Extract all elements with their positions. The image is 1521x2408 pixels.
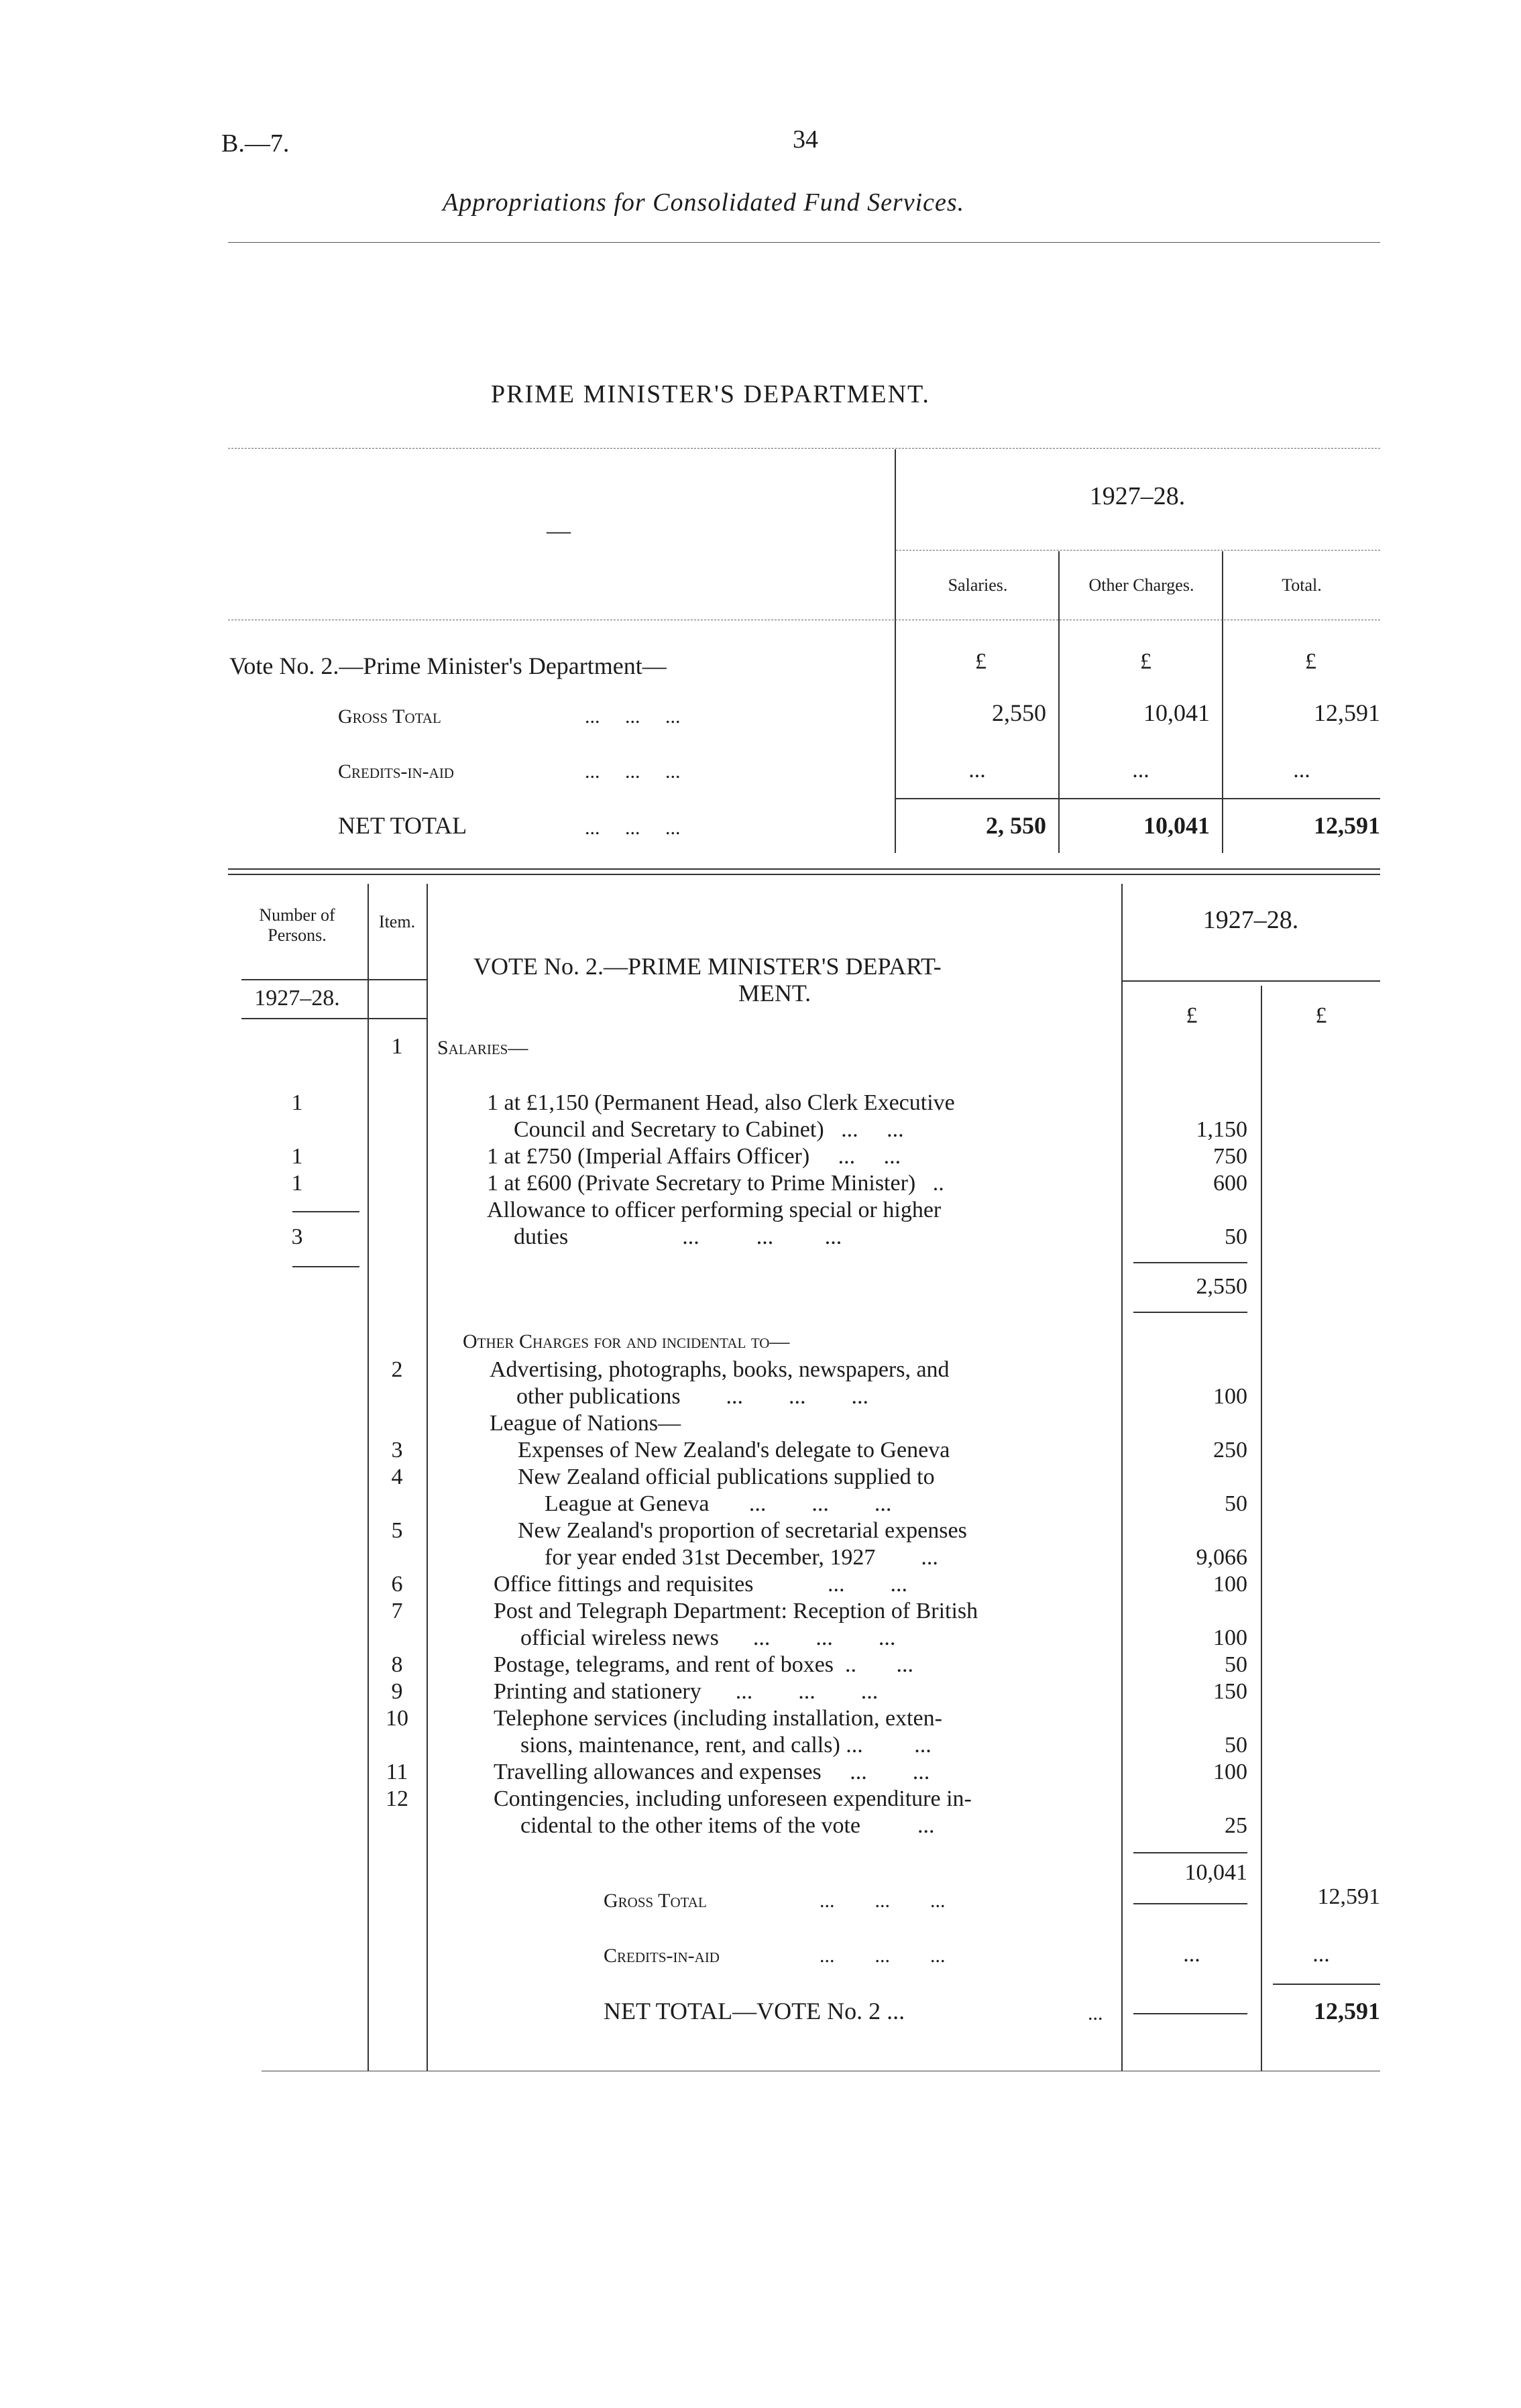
other-charge-text: New Zealand official publications supplied to [518, 1465, 935, 1489]
other-charge-amount: 50 [1225, 1491, 1247, 1516]
summary-top-rule [228, 448, 1380, 449]
summary-gross-total: 12,591 [1314, 699, 1380, 726]
other-charge-amount: 9,066 [1196, 1545, 1247, 1570]
other-charge-text: Contingencies, including unforeseen expenditure in- [494, 1786, 972, 1811]
document-reference: B.—7. [221, 129, 290, 158]
persons-count: 1 [291, 1171, 303, 1196]
leader-dots: ... [1088, 2002, 1103, 2024]
summary-year-rule [896, 550, 1380, 551]
detail-year: 1927–28. [1202, 906, 1299, 934]
net-total-rule [1273, 1984, 1380, 1985]
salary-amount: 50 [1225, 1224, 1247, 1249]
salaries-total: 2,550 [1196, 1274, 1247, 1299]
credits-in-aid-total: ... [1312, 1942, 1330, 1967]
currency-symbol: £ [1315, 1003, 1327, 1028]
salary-text: duties ... ... ... [514, 1224, 842, 1249]
other-charge-amount: 100 [1213, 1625, 1247, 1650]
leader-dots: ... ... ... [820, 1890, 946, 1912]
salary-text: Allowance to officer performing special or higher [487, 1198, 942, 1222]
item-number: 4 [391, 1465, 403, 1489]
other-charge-text: Telephone services (including installation, exten- [494, 1706, 942, 1731]
other-charge-amount: 100 [1213, 1384, 1247, 1409]
item-number: 3 [391, 1438, 403, 1463]
currency-symbol: £ [975, 649, 987, 674]
item-number: 5 [391, 1518, 403, 1543]
salary-text: 1 at £750 (Imperial Affairs Officer) ... ... [487, 1144, 901, 1169]
summary-credits-other: ... [1132, 758, 1149, 783]
other-charge-amount: 50 [1225, 1652, 1247, 1677]
summary-year: 1927–28. [1089, 482, 1186, 510]
item-number: 12 [386, 1786, 408, 1811]
summary-bottom-rule [228, 868, 1380, 870]
salary-text: 1 at £600 (Private Secretary to Prime Minister) .. [487, 1171, 944, 1196]
salary-amount: 1,150 [1196, 1117, 1247, 1142]
other-charge-amount: 100 [1213, 1760, 1247, 1784]
item-number: 6 [391, 1572, 403, 1597]
summary-vote-label: Vote No. 2.—Prime Minister's Department— [229, 652, 667, 679]
other-charge-text: sions, maintenance, rent, and calls) ... ... [520, 1733, 932, 1758]
leader-dots: ... ... ... [585, 817, 681, 839]
summary-bottom-rule [228, 874, 1380, 875]
summary-credits-salaries: ... [968, 758, 986, 783]
persons-subtotal-rule [292, 1211, 359, 1212]
item-number: 1 [391, 1034, 403, 1059]
department-title: PRIME MINISTER'S DEPARTMENT. [491, 380, 930, 408]
other-charge-text: Post and Telegraph Department: Reception of British [494, 1599, 978, 1623]
other-charge-text: Advertising, photographs, books, newspapers, and [490, 1357, 950, 1382]
other-charge-text: for year ended 31st December, 1927 ... [545, 1545, 938, 1570]
other-charge-amount: 150 [1213, 1679, 1247, 1704]
net-total-label: NET TOTAL—VOTE No. 2 ... [604, 1998, 905, 2024]
salaries-subtotal-rule [1133, 1262, 1247, 1263]
summary-gross-other: 10,041 [1143, 699, 1210, 726]
summary-credits-total: ... [1293, 758, 1310, 783]
detail-persons-year-rule [241, 1018, 427, 1019]
other-charge-text: cidental to the other items of the vote ... [520, 1813, 935, 1838]
detail-persons-year: 1927–28. [254, 986, 340, 1011]
currency-symbol: £ [1186, 1003, 1198, 1028]
persons-count: 1 [291, 1144, 303, 1169]
other-charges-subtotal-rule [1133, 1852, 1247, 1853]
other-charges-total: 10,041 [1184, 1860, 1247, 1885]
leader-dots: ... ... ... [585, 705, 681, 728]
other-charge-text: New Zealand's proportion of secretarial expenses [518, 1518, 967, 1543]
net-total: 12,591 [1314, 1998, 1380, 2024]
salaries-heading: Salaries— [437, 1037, 528, 1059]
gross-total-label: Gross Total [604, 1890, 707, 1912]
salary-text: Council and Secretary to Cabinet) ... ... [514, 1117, 904, 1142]
persons-total-rule [292, 1266, 359, 1267]
item-number: 10 [386, 1706, 408, 1731]
detail-col-item: Item. [378, 912, 416, 931]
other-charge-text: other publications ... ... ... [516, 1384, 869, 1409]
item-number: 11 [386, 1760, 408, 1784]
salaries-total-rule [1133, 1312, 1247, 1313]
item-number: 8 [391, 1652, 403, 1677]
other-charge-amount: 100 [1213, 1572, 1247, 1597]
summary-header-dash: — [547, 517, 571, 544]
other-charge-amount: 250 [1213, 1438, 1247, 1463]
item-number: 2 [391, 1357, 403, 1382]
leader-dots: ... ... ... [820, 1945, 946, 1967]
gross-total-rule [1133, 1903, 1247, 1904]
credits-in-aid-subtotal: ... [1183, 1942, 1200, 1967]
other-charge-text: Expenses of New Zealand's delegate to Geneva [518, 1438, 950, 1463]
summary-net-total: 12,591 [1314, 812, 1380, 839]
summary-total-rule [896, 798, 1380, 799]
page-number: 34 [793, 125, 818, 154]
item-number: 9 [391, 1679, 403, 1704]
summary-col-other-charges: Other Charges. [1088, 575, 1194, 595]
summary-net-total-label: NET TOTAL [338, 812, 467, 839]
detail-persons-header-rule [241, 979, 427, 980]
detail-col-persons: Number of Persons. [259, 905, 335, 945]
vote-title-continued: MENT. [738, 980, 811, 1007]
other-charge-text: Travelling allowances and expenses ... ... [494, 1760, 930, 1784]
other-charge-text: League of Nations— [490, 1411, 681, 1436]
salary-amount: 750 [1213, 1144, 1247, 1169]
salary-amount: 600 [1213, 1171, 1247, 1196]
header-rule [228, 242, 1380, 243]
summary-net-salaries: 2, 550 [986, 812, 1046, 839]
summary-col-salaries: Salaries. [948, 575, 1008, 595]
persons-count: 1 [291, 1090, 303, 1115]
summary-gross-salaries: 2,550 [992, 699, 1046, 726]
leader-dots: ... ... ... [585, 760, 681, 783]
other-charge-text: Office fittings and requisites ... ... [494, 1572, 907, 1597]
other-charge-amount: 50 [1225, 1733, 1247, 1758]
other-charge-text: Postage, telegrams, and rent of boxes .. ... [494, 1652, 914, 1677]
currency-symbol: £ [1140, 649, 1151, 674]
summary-col-total: Total. [1282, 575, 1322, 595]
salary-text: 1 at £1,150 (Permanent Head, also Clerk Executive [487, 1090, 955, 1115]
persons-total: 3 [291, 1224, 303, 1249]
summary-gross-total-label: Gross Total [338, 705, 441, 728]
detail-year-rule [1123, 980, 1380, 982]
gross-total: 12,591 [1317, 1884, 1380, 1909]
other-charge-text: Printing and stationery ... ... ... [494, 1679, 879, 1704]
credits-in-aid-label: Credits-in-aid [604, 1945, 720, 1967]
summary-net-other: 10,041 [1143, 812, 1210, 839]
summary-credits-label: Credits-in-aid [338, 760, 454, 783]
item-number: 7 [391, 1599, 403, 1623]
other-charges-heading: Other Charges for and incidental to— [463, 1330, 790, 1353]
page-subtitle: Appropriations for Consolidated Fund Services. [443, 188, 965, 217]
detail-divider [427, 884, 428, 2071]
detail-divider [1121, 884, 1123, 2071]
vote-title: VOTE No. 2.—PRIME MINISTER'S DEPART- [473, 953, 942, 980]
currency-symbol: £ [1305, 649, 1316, 674]
net-total-subtotal-rule [1133, 2013, 1247, 2014]
other-charge-text: official wireless news ... ... ... [520, 1625, 896, 1650]
other-charge-text: League at Geneva ... ... ... [545, 1491, 892, 1516]
other-charge-amount: 25 [1225, 1813, 1247, 1838]
